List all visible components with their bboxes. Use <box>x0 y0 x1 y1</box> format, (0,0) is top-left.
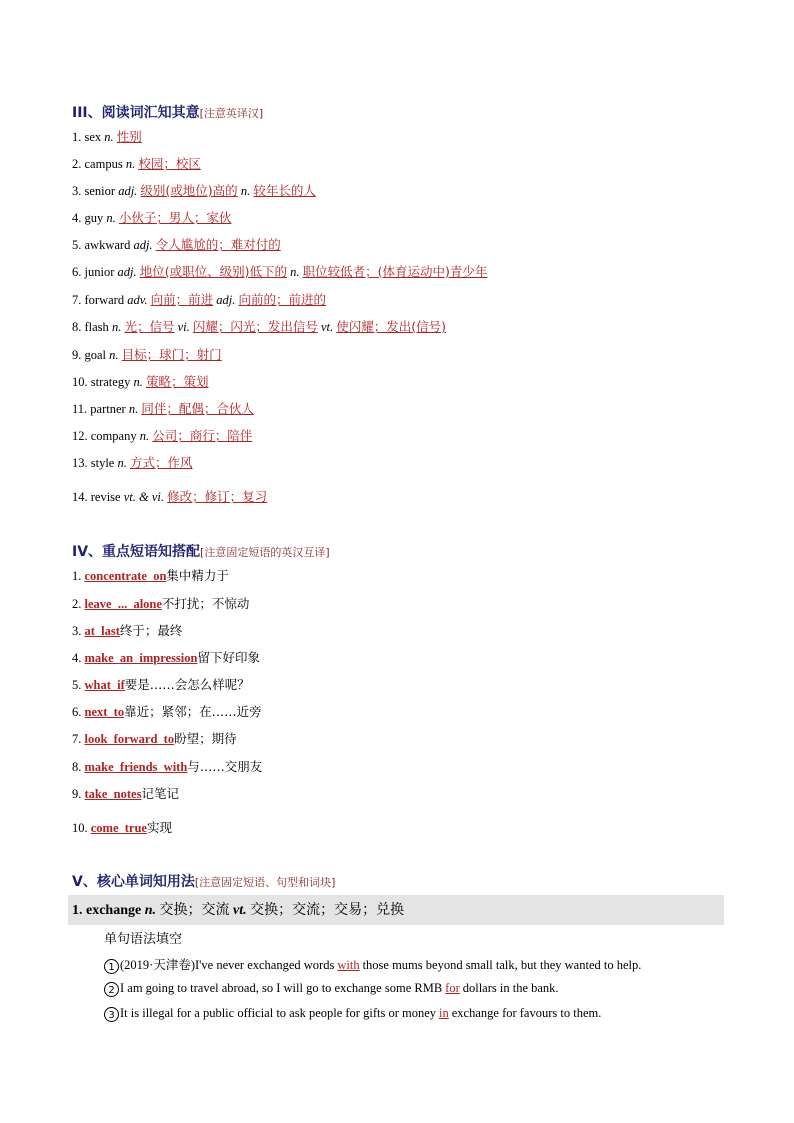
vocab-word: awkward <box>84 238 131 252</box>
circled-number: 1 <box>104 959 119 974</box>
meaning-answer: 地位(或职位、级别)低下的 <box>139 264 287 279</box>
part-of-speech: vi. <box>177 320 190 334</box>
vocab-word: guy <box>84 211 104 225</box>
meaning-answer: 光；信号 <box>124 319 175 334</box>
part-of-speech: n. <box>106 211 116 225</box>
part-of-speech: adj. <box>118 184 138 198</box>
phrase-item <box>72 566 229 584</box>
phrase-meaning: 集中精力于 <box>166 568 229 583</box>
item-number: 4. <box>72 211 82 225</box>
vocab-word: strategy <box>90 375 131 389</box>
phrase-answer: take notes <box>84 787 142 801</box>
vocab-word: flash <box>84 320 109 334</box>
sentence-end: those mums beyond small talk, but they wanted to help. <box>362 958 642 972</box>
vocab-item <box>72 154 201 172</box>
meaning-answer: 校园；校区 <box>138 156 201 171</box>
meaning-answer: 策略；策划 <box>145 374 209 389</box>
section-5-heading <box>72 871 335 891</box>
item-number: 3. <box>72 184 82 198</box>
vocab-item <box>72 208 231 226</box>
fill-answer: with <box>337 958 360 972</box>
meaning-answer: 性别 <box>116 129 142 144</box>
example-sentence <box>104 981 559 997</box>
meaning-answer: 目标；球门；射门 <box>121 347 222 362</box>
vocab-word: goal <box>84 348 107 362</box>
phrase-item <box>72 648 260 666</box>
vocab-word: senior <box>84 184 116 198</box>
part-of-speech: adv. <box>127 293 148 307</box>
core-word-number: 1. <box>72 903 83 918</box>
item-number: 2. <box>72 157 82 171</box>
part-of-speech: n. <box>125 157 136 171</box>
section-3-heading <box>72 102 263 122</box>
item-number: 13. <box>72 456 88 470</box>
section-3-note: [注意英译汉] <box>199 107 264 120</box>
part-of-speech: n. <box>133 375 143 389</box>
phrase-item <box>72 784 179 802</box>
item-number: 5. <box>72 238 82 252</box>
item-number: 9. <box>72 787 82 801</box>
meaning-answer: 职位较低者；(体育运动中)青少年 <box>302 264 488 279</box>
phrase-item <box>72 702 262 720</box>
section-4-title: IV、重点短语知搭配 <box>72 544 201 560</box>
vocab-item <box>72 372 208 390</box>
vocab-item <box>72 262 487 280</box>
vocab-item <box>72 235 281 253</box>
item-number: 8. <box>72 760 82 774</box>
phrase-meaning: 实现 <box>146 820 172 835</box>
core-word: exchange <box>86 903 142 918</box>
vocab-word: campus <box>84 157 123 171</box>
meaning-answer: 较年长的人 <box>253 183 316 198</box>
item-number: 14. <box>72 490 88 504</box>
item-number: 5. <box>72 678 82 692</box>
meaning-answer: 级别(或地位)高的 <box>140 183 238 198</box>
part-of-speech: adj. <box>117 265 137 279</box>
phrase-meaning: 与……交朋友 <box>187 759 263 774</box>
core-word-meaning-2: 交换；交流；交易；兑换 <box>250 902 405 918</box>
phrase-answer: leave ... alone <box>84 597 162 611</box>
fill-answer: in <box>439 1006 449 1020</box>
item-number: 7. <box>72 293 82 307</box>
item-number: 10. <box>72 821 88 835</box>
meaning-answer: 同伴；配偶；合伙人 <box>141 401 254 416</box>
item-number: 2. <box>72 597 82 611</box>
phrase-item <box>72 729 237 747</box>
item-number: 7. <box>72 732 82 746</box>
phrase-answer: look forward to <box>84 732 175 746</box>
phrase-answer: next to <box>84 705 125 719</box>
fill-answer: for <box>445 981 460 995</box>
meaning-answer: 向前；前进 <box>150 292 214 307</box>
phrase-item <box>72 621 182 639</box>
meaning-answer: 闪耀；闪光；发出信号 <box>192 319 318 334</box>
phrase-answer: come true <box>90 821 147 835</box>
vocab-word: revise <box>90 490 121 504</box>
item-number: 9. <box>72 348 82 362</box>
item-number: 10. <box>72 375 88 389</box>
phrase-meaning: 记笔记 <box>141 786 179 801</box>
part-of-speech: n. <box>111 320 122 334</box>
vocab-item <box>72 453 193 471</box>
meaning-answer: 向前的；前进的 <box>238 292 326 307</box>
item-number: 3. <box>72 624 82 638</box>
part-of-speech: adj. <box>216 293 236 307</box>
sentence-start: (2019·天津卷)I've never exchanged words <box>120 958 335 972</box>
phrase-item <box>72 675 250 693</box>
sentence-end: dollars in the bank. <box>462 981 559 995</box>
section-5-note: [注意固定短语、句型和词块] <box>194 876 336 889</box>
phrase-item <box>72 818 172 836</box>
meaning-answer: 使闪耀；发出(信号) <box>336 319 447 334</box>
item-number: 4. <box>72 651 82 665</box>
vocab-item <box>72 487 267 505</box>
circled-number: 3 <box>104 1007 119 1022</box>
vocab-word: style <box>90 456 115 470</box>
phrase-answer: what if <box>84 678 125 692</box>
vocab-word: sex <box>84 130 102 144</box>
core-word-bar <box>68 895 724 925</box>
phrase-meaning: 终于；最终 <box>119 623 183 638</box>
section-4-heading <box>72 541 330 561</box>
exercise-instruction: 单句语法填空 <box>104 932 183 947</box>
vocab-item <box>72 317 446 335</box>
circled-number: 2 <box>104 982 119 997</box>
phrase-answer: concentrate on <box>84 569 167 583</box>
vocab-item <box>72 426 252 444</box>
phrase-meaning: 要是……会怎么样呢？ <box>124 677 250 692</box>
item-number: 11. <box>72 402 88 416</box>
item-number: 6. <box>72 265 82 279</box>
vocab-item <box>72 399 254 417</box>
phrase-item <box>72 594 249 612</box>
part-of-speech: n. <box>128 402 139 416</box>
phrase-item <box>72 757 262 775</box>
example-sentence <box>104 955 641 974</box>
item-number: 8. <box>72 320 82 334</box>
part-of-speech: adj. <box>133 238 153 252</box>
phrase-meaning: 盼望；期待 <box>174 731 237 746</box>
vocab-item <box>72 290 326 308</box>
vocab-item <box>72 127 142 145</box>
part-of-speech: vt. & vi. <box>123 490 164 504</box>
phrase-meaning: 靠近；紧邻；在……近旁 <box>124 704 262 719</box>
part-of-speech: vt. <box>321 320 334 334</box>
phrase-meaning: 留下好印象 <box>197 650 260 665</box>
vocab-word: company <box>90 429 137 443</box>
section-3-title: III、阅读词汇知其意 <box>72 105 200 121</box>
section-5-title: V、核心单词知用法 <box>72 874 195 890</box>
phrase-answer: make an impression <box>84 651 198 665</box>
part-of-speech: n. <box>139 429 150 443</box>
meaning-answer: 方式；作风 <box>129 455 193 470</box>
part-of-speech: n. <box>240 184 251 198</box>
sentence-start: I am going to travel abroad, so I will go to exchange some RMB <box>120 981 443 995</box>
part-of-speech: n. <box>117 456 127 470</box>
part-of-speech: n. <box>109 348 119 362</box>
part-of-speech: n. <box>104 130 114 144</box>
item-number: 1. <box>72 130 82 144</box>
vocab-word: forward <box>84 293 125 307</box>
core-word-meaning: 交换；交流 <box>159 902 230 918</box>
vocab-item <box>72 345 222 363</box>
vocab-word: junior <box>84 265 115 279</box>
core-word-pos-2: vt. <box>233 903 247 918</box>
meaning-answer: 公司；商行；陪伴 <box>152 428 253 443</box>
example-sentence <box>104 1006 601 1022</box>
vocab-item <box>72 181 316 199</box>
meaning-answer: 令人尴尬的；难对付的 <box>155 237 281 252</box>
item-number: 12. <box>72 429 88 443</box>
phrase-meaning: 不打扰；不惊动 <box>161 596 250 611</box>
core-word-pos: n. <box>144 903 157 918</box>
sentence-start: It is illegal for a public official to ask people for gifts or money <box>120 1006 437 1020</box>
meaning-answer: 修改；修订；复习 <box>167 489 268 504</box>
item-number: 1. <box>72 569 82 583</box>
vocab-word: partner <box>90 402 126 416</box>
item-number: 6. <box>72 705 82 719</box>
sentence-end: exchange for favours to them. <box>451 1006 602 1020</box>
part-of-speech: n. <box>290 265 300 279</box>
phrase-answer: make friends with <box>84 760 188 774</box>
section-4-note: [注意固定短语的英汉互译] <box>200 546 330 559</box>
phrase-answer: at last <box>84 624 120 638</box>
meaning-answer: 小伙子；男人；家伙 <box>118 210 232 225</box>
